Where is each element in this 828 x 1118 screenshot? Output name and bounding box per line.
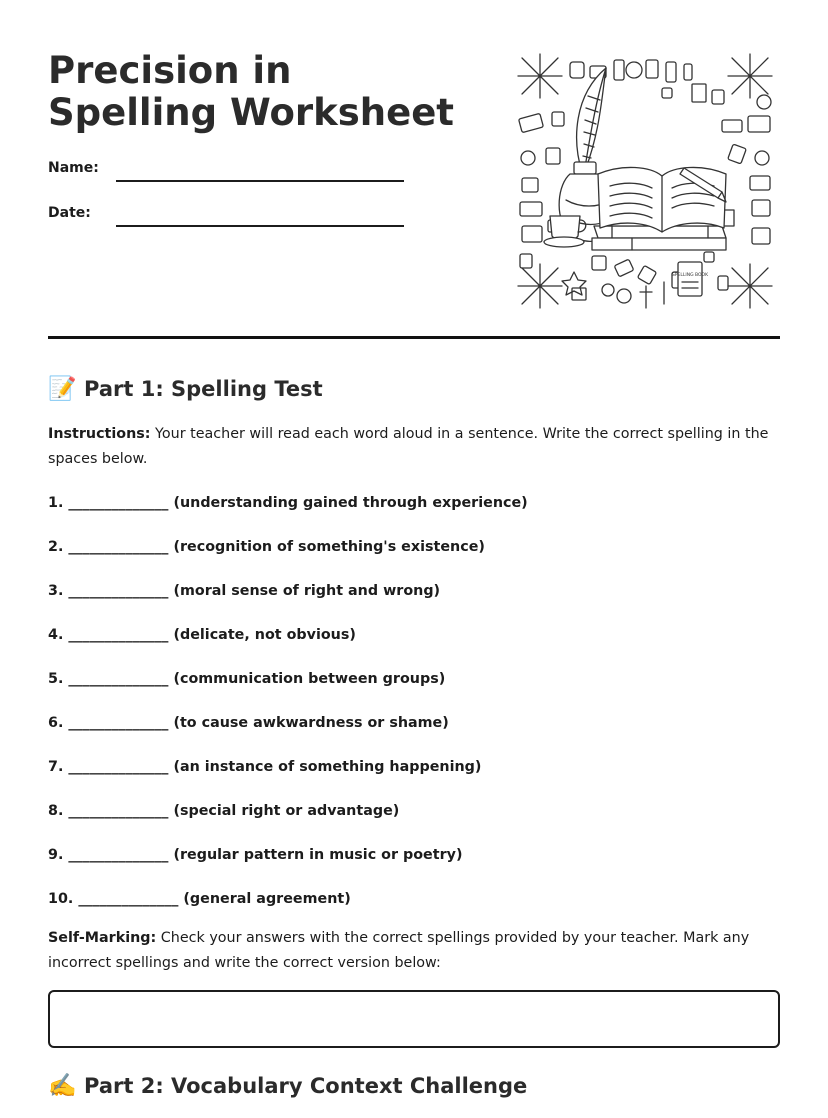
clue-text: (regular pattern in music or poetry): [173, 847, 463, 863]
part1-heading-text: Part 1: Spelling Test: [84, 376, 323, 401]
instructions: [48, 422, 778, 472]
answer-blank[interactable]: ______________: [68, 803, 169, 819]
clue-text: (to cause awkwardness or shame): [173, 715, 449, 731]
spelling-item[interactable]: 8. ______________ (special right or advantage): [48, 803, 400, 819]
instructions-text: Your teacher will read each word aloud in a sentence. Write the correct spelling in the spaces below.: [48, 426, 769, 467]
answer-blank[interactable]: ______________: [68, 627, 169, 643]
open-book-icon: [598, 167, 726, 232]
corrections-box[interactable]: [48, 990, 780, 1048]
instructions-label: Instructions:: [48, 426, 151, 442]
spelling-item[interactable]: 4. ______________ (delicate, not obvious): [48, 627, 356, 643]
clue-text: (understanding gained through experience): [173, 495, 528, 511]
answer-blank[interactable]: ______________: [78, 891, 179, 907]
clue-text: (recognition of something's existence): [173, 539, 485, 555]
part2-heading: [48, 1072, 527, 1099]
spelling-book-icon: [672, 262, 709, 296]
answer-blank[interactable]: ______________: [68, 715, 169, 731]
name-label: Name:: [48, 160, 99, 176]
answer-blank[interactable]: ______________: [68, 495, 169, 511]
date-label: Date:: [48, 205, 91, 221]
self-marking-text: Check your answers with the correct spellings provided by your teacher. Mark any incorrect spellings and write the correct version below:: [48, 930, 750, 971]
clue-text: (special right or advantage): [173, 803, 400, 819]
spelling-item[interactable]: 9. ______________ (regular pattern in music or poetry): [48, 847, 463, 863]
spelling-item[interactable]: 6. ______________ (to cause awkwardness or shame): [48, 715, 449, 731]
section-divider: [48, 336, 780, 339]
part1-heading: [48, 375, 323, 402]
self-marking-label: Self-Marking:: [48, 930, 157, 946]
answer-blank[interactable]: ______________: [68, 583, 169, 599]
svg-text:SPELLING BOOK: SPELLING BOOK: [671, 273, 709, 278]
spelling-item[interactable]: 10. ______________ (general agreement): [48, 891, 351, 907]
answer-blank[interactable]: ______________: [68, 847, 169, 863]
memo-icon: 📝: [48, 376, 77, 402]
writing-hand-icon: ✍️: [48, 1073, 77, 1099]
spelling-list: [48, 492, 778, 932]
quill-book-illustration: [512, 50, 778, 314]
spelling-item[interactable]: 2. ______________ (recognition of something's existence): [48, 539, 485, 555]
clue-text: (delicate, not obvious): [173, 627, 356, 643]
quill-icon: [577, 68, 606, 174]
spelling-item[interactable]: 5. ______________ (communication between groups): [48, 671, 446, 687]
answer-blank[interactable]: ______________: [68, 539, 169, 555]
clue-text: (general agreement): [183, 891, 351, 907]
clue-text: (communication between groups): [173, 671, 446, 687]
spelling-item[interactable]: 3. ______________ (moral sense of right and wrong): [48, 583, 441, 599]
self-marking: [48, 926, 778, 976]
clue-text: (an instance of something happening): [173, 759, 482, 775]
spelling-item[interactable]: 1. ______________ (understanding gained through experience): [48, 495, 528, 511]
name-field[interactable]: [116, 180, 404, 182]
answer-blank[interactable]: ______________: [68, 759, 169, 775]
spelling-item[interactable]: 7. ______________ (an instance of something happening): [48, 759, 482, 775]
date-field[interactable]: [116, 225, 404, 227]
answer-blank[interactable]: ______________: [68, 671, 169, 687]
part2-heading-text: Part 2: Vocabulary Context Challenge: [84, 1073, 528, 1098]
clue-text: (moral sense of right and wrong): [173, 583, 441, 599]
worksheet-title: Precision in Spelling Worksheet: [48, 49, 454, 134]
